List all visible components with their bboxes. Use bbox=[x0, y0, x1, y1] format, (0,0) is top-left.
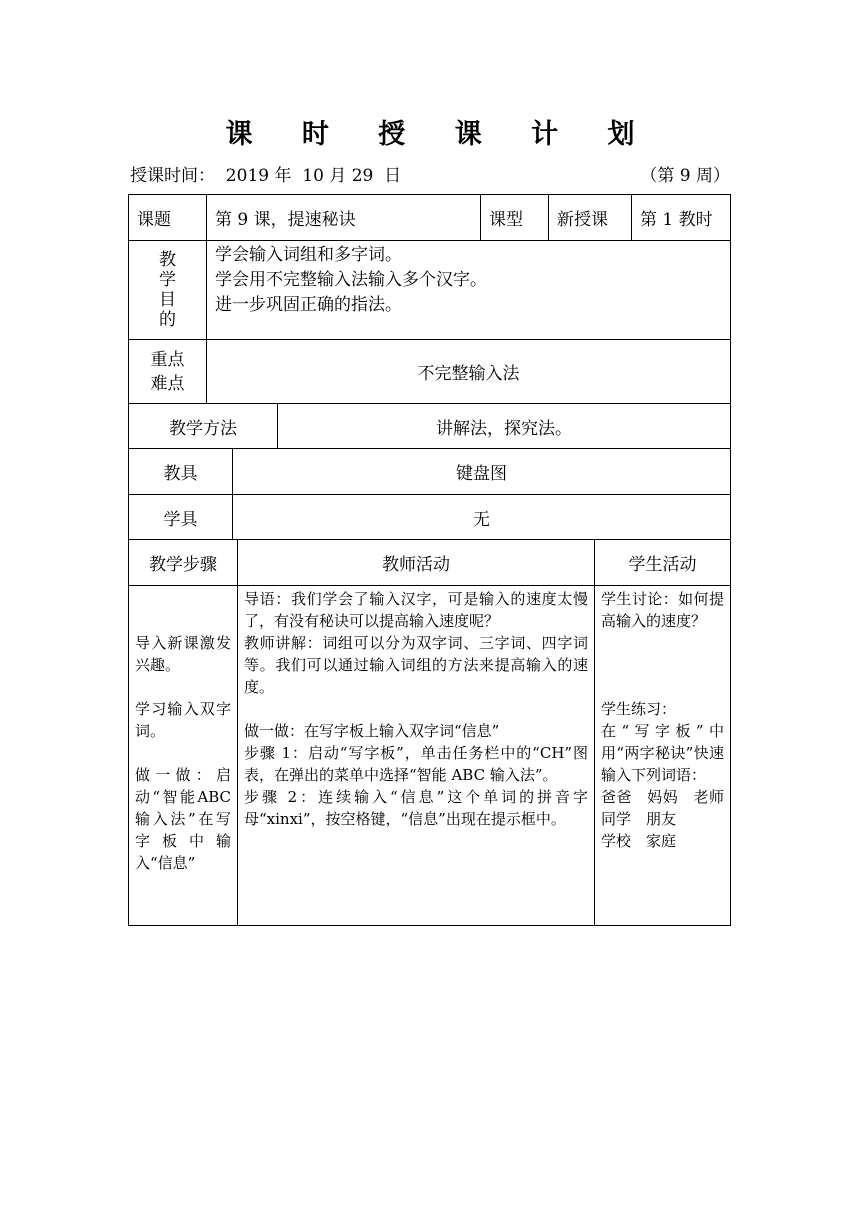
topic-label: 课题 bbox=[137, 210, 171, 230]
learning-aids-value: 无 bbox=[232, 495, 730, 539]
goal-item: 学会输入词组和多字词。 bbox=[215, 245, 402, 265]
goals-label: 教 学 目 的 bbox=[159, 250, 176, 330]
page-title: 课 时 授 课 计 划 bbox=[225, 119, 655, 150]
teaching-aids-value: 键盘图 bbox=[232, 449, 730, 494]
steps-body-row bbox=[128, 586, 740, 926]
student-item: 学生讨论：如何提高输入的速度？ bbox=[601, 590, 724, 630]
teacher-column bbox=[237, 586, 594, 925]
step-item: 导入新课激发兴趣。 bbox=[135, 634, 231, 674]
student-header: 学生活动 bbox=[594, 540, 730, 585]
teacher-item: 做一做：在写字板上输入双字词“信息” bbox=[244, 722, 500, 740]
steps-header: 教学步骤 bbox=[149, 555, 217, 575]
learning-aids-row bbox=[128, 495, 731, 540]
key-points-value: 不完整输入法 bbox=[206, 340, 730, 403]
date-line: 授课时间： 2019 年 10 月 29 日 bbox=[130, 166, 402, 186]
goals-row bbox=[128, 241, 731, 340]
goal-item: 学会用不完整输入法输入多个汉字。 bbox=[215, 270, 487, 290]
lesson-plan-table bbox=[128, 194, 740, 926]
goal-item: 进一步巩固正确的指法。 bbox=[215, 295, 402, 315]
teaching-aids-row bbox=[128, 449, 731, 495]
learning-aids-label: 学具 bbox=[163, 509, 198, 530]
header-row bbox=[128, 194, 731, 241]
teacher-header: 教师活动 bbox=[237, 540, 594, 585]
step-item: 学习输入双字词。 bbox=[135, 700, 231, 740]
steps-header-row bbox=[128, 540, 731, 586]
teaching-aids-label: 教具 bbox=[163, 464, 198, 484]
step-item: 做一做：启动“智能ABC 输入法”在写字板中输入“信息” bbox=[135, 766, 231, 872]
student-column bbox=[594, 586, 740, 925]
method-value: 讲解法，探究法。 bbox=[277, 404, 730, 448]
goals-list bbox=[206, 241, 730, 339]
teacher-item: 教师讲解：词组可以分为双字词、三字词、四字词等。我们可以通过输入词组的方法来提高输入的速度。 bbox=[244, 634, 588, 696]
teacher-item: 步骤 1：启动“写字板”，单击任务栏中的“CH”图表，在弹出的菜单中选择“智能 ABC 输入法”。 bbox=[244, 744, 588, 784]
method-row bbox=[128, 404, 731, 449]
type-value: 新授课 bbox=[548, 195, 631, 240]
teacher-item: 导语：我们学会了输入汉字，可是输入的速度太慢了，有没有秘诀可以提高输入速度呢？ bbox=[244, 590, 588, 630]
type-label: 课型 bbox=[480, 195, 548, 240]
key-points-label: 重点 难点 bbox=[150, 349, 185, 394]
week-number: （第 9 周） bbox=[640, 166, 730, 186]
student-item: 学生练习： bbox=[601, 700, 677, 718]
method-label: 教学方法 bbox=[169, 418, 237, 439]
student-item: 在“写字板”中用“两字秘诀”快速输入下列词语： bbox=[601, 722, 724, 784]
topic-value: 第 9 课，提速秘诀 bbox=[206, 195, 480, 240]
step-column bbox=[129, 586, 237, 925]
teacher-item: 步骤 2：连续输入“信息”这个单词的拼音字母“xinxi”，按空格键，“信息”出现在提示框中。 bbox=[244, 788, 588, 828]
key-points-row bbox=[128, 340, 731, 404]
student-item: 学校 家庭 bbox=[601, 832, 677, 850]
student-item: 爸爸 妈妈 老师 同学 朋友 bbox=[601, 788, 740, 828]
period-value: 第 1 教时 bbox=[631, 195, 730, 240]
